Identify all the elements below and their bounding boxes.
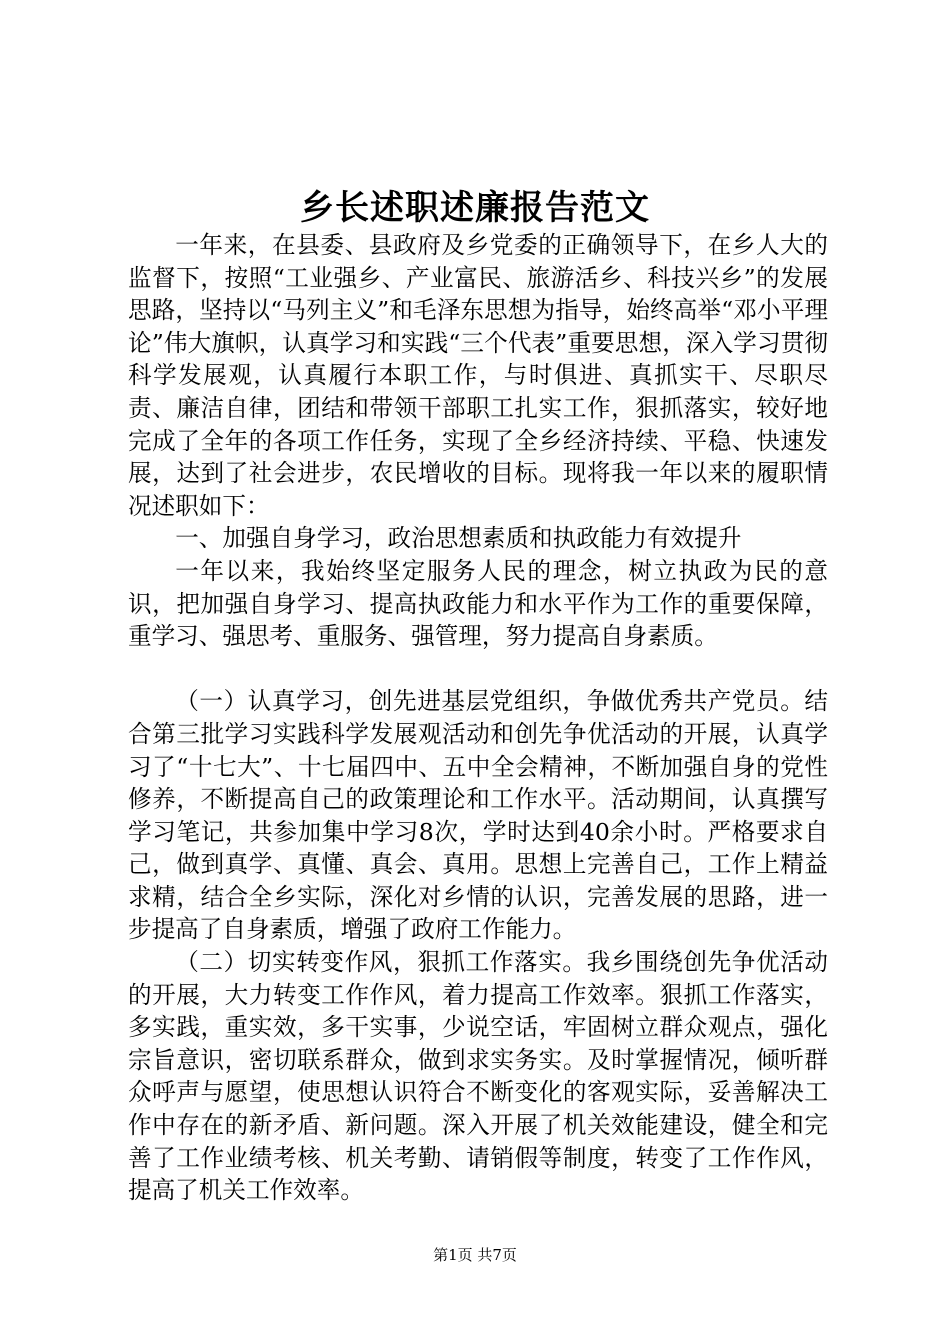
- paragraph-section-1: 一年以来，我始终坚定服务人民的理念，树立执政为民的意识，把加强自身学习、提高执政能力和水平作为工作的重要保障，重学习、强思考、重服务、强管理，努力提高自身素质。: [128, 556, 828, 651]
- document-title: 乡长述职述廉报告范文: [300, 188, 650, 228]
- document-body: [128, 229, 828, 1207]
- paragraph-subsection-1: （一）认真学习，创先进基层党组织，争做优秀共产党员。结合第三批学习实践科学发展观活动和创先争优活动的开展，认真学习了“十七大”、十七届四中、五中全会精神，不断加强自身的党性修养，不断提高自己的政策理论和工作水平。活动期间，认真撰写学习笔记，共参加集中学习8次，学时达到40余小时。严格要求自己，做到真学、真懂、真会、真用。思想上完善自己，工作上精益求精，结合全乡实际，深化对乡情的认识，完善发展的思路，进一步提高了自身素质，增强了政府工作能力。: [128, 687, 828, 944]
- section-heading-1: 一、加强自身学习，政治思想素质和执政能力有效提升: [175, 524, 742, 553]
- page-number-footer: 第1页 共7页: [433, 1246, 517, 1264]
- paragraph-subsection-2: （二）切实转变作风，狠抓工作落实。我乡围绕创先争优活动的开展，大力转变工作作风，着力提高工作效率。狠抓工作落实，多实践，重实效，多干实事，少说空话，牢固树立群众观点，强化宗旨意识，密切联系群众，做到求实务实。及时掌握情况，倾听群众呼声与愿望，使思想认识符合不断变化的客观实际，妥善解决工作中存在的新矛盾、新问题。深入开展了机关效能建设，健全和完善了工作业绩考核、机关考勤、请销假等制度，转变了工作作风，提高了机关工作效率。: [128, 948, 828, 1205]
- paragraph-intro: 一年来，在县委、县政府及乡党委的正确领导下，在乡人大的监督下，按照“工业强乡、产业富民、旅游活乡、科技兴乡”的发展思路，坚持以“马列主义”和毛泽东思想为指导，始终高举“邓小平理论”伟大旗帜，认真学习和实践“三个代表”重要思想，深入学习贯彻科学发展观，认真履行本职工作，与时俱进、真抓实干、尽职尽责、廉洁自律，团结和带领干部职工扎实工作，狠抓落实，较好地完成了全年的各项工作任务，实现了全乡经济持续、平稳、快速发展，达到了社会进步，农民增收的目标。现将我一年以来的履职情况述职如下：: [128, 231, 828, 520]
